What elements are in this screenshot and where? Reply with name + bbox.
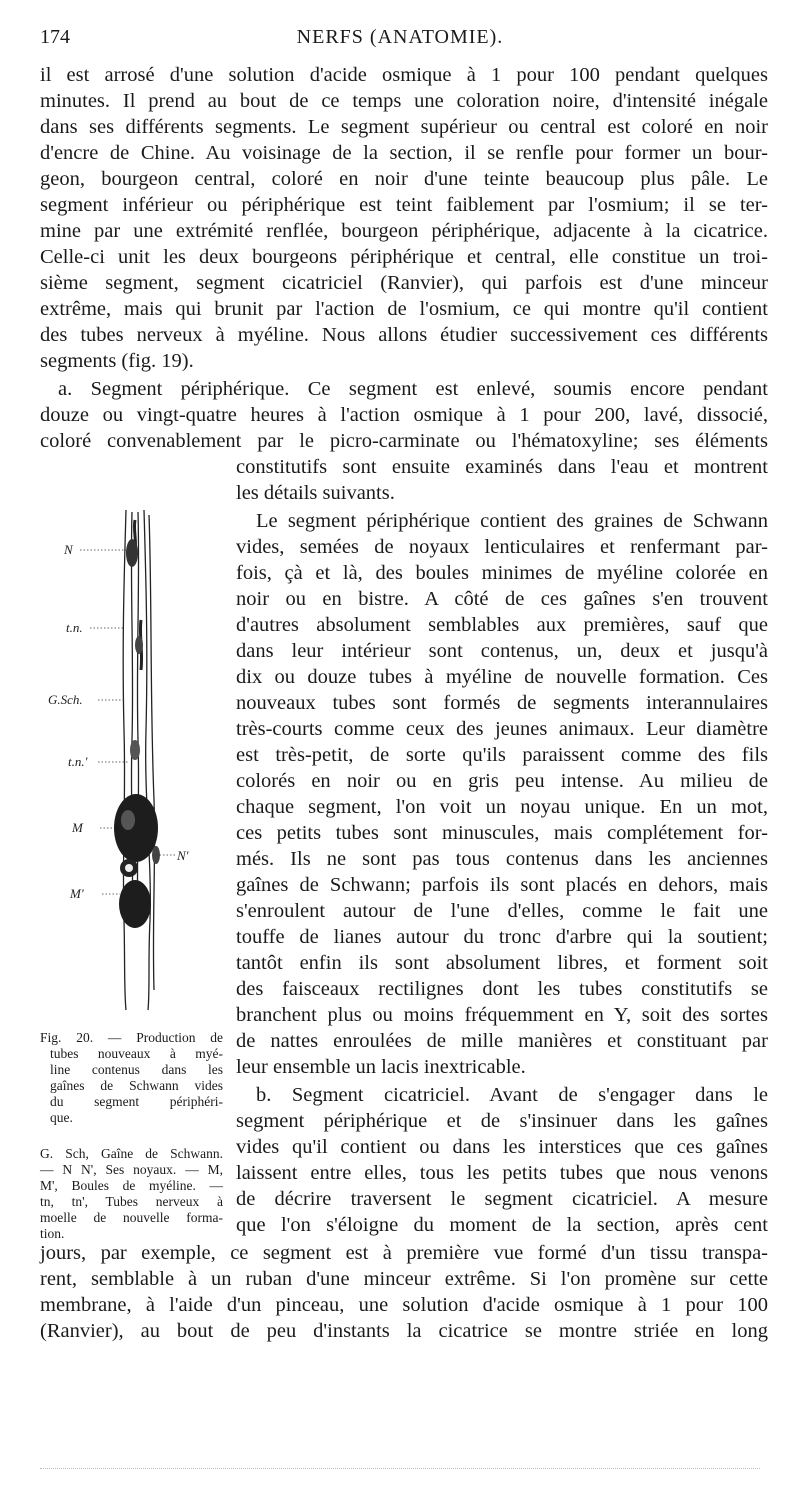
text-line: colorés en noir ou en gris peu intense. Au milieu de [236, 770, 768, 792]
figure-caption-line: gaînes de Schwann vides [50, 1078, 223, 1093]
running-title: NERFS (ANATOMIE). [296, 26, 504, 48]
text-line: douze ou vingt-quatre heures à l'action osmique à 1 pour 200, lavé, dissocié, [40, 404, 768, 426]
figure-20-illustration [40, 500, 230, 1020]
text-line: branchent plus ou moins fréquemment en Y, soit des sortes [236, 1004, 768, 1026]
figure-label-m: M [72, 820, 83, 835]
text-line: constitutifs sont ensuite examinés dans l'eau et montrent [236, 456, 768, 478]
page-number: 174 [40, 26, 70, 48]
figure-caption-line: moelle de nouvelle forma- [40, 1210, 223, 1225]
text-line: noir ou en bistre. A côté de ces gaînes s'en trouvent [236, 588, 768, 610]
text-line: très-courts comme ceux des jeunes animaux. Leur diamètre [236, 718, 768, 740]
figure-caption-line: tubes nouveaux à myé- [50, 1046, 223, 1061]
text-line: Le segment périphérique contient des graines de Schwann [256, 510, 768, 532]
figure-caption-line: Fig. 20. — Production de [40, 1030, 223, 1045]
text-line: dans ses différents segments. Le segment supérieur ou central est coloré en noir [40, 116, 768, 138]
text-line: dans leur intérieur sont contenus, un, deux et jusqu'à [236, 640, 768, 662]
text-line: d'autres absolument semblables aux premières, sauf que [236, 614, 768, 636]
text-line: més. Ils ne sont pas tous contenus dans les anciennes [236, 848, 768, 870]
figure-caption-line: G. Sch, Gaîne de Schwann. [40, 1146, 223, 1161]
text-line: tantôt enfin ils sont absolument libres, et forment soit [236, 952, 768, 974]
text-line: s'enroulent autour de l'une d'elles, comme le fait une [236, 900, 768, 922]
text-line: membrane, à l'aide d'un pinceau, une solution d'acide osmique à 1 pour 100 [40, 1294, 768, 1316]
text-line: rent, semblable à un ruban d'une minceur extrême. Si l'on promène sur cette [40, 1268, 768, 1290]
figure-label-gsch: G.Sch. [48, 692, 83, 707]
text-line: segments (fig. 19). [40, 350, 194, 372]
text-line: fois, çà et là, des boules minimes de myéline colorée en [236, 562, 768, 584]
text-line: il est arrosé d'une solution d'acide osmique à 1 pour 100 pendant quelques [40, 64, 768, 86]
text-line: de décrire traversent le segment cicatriciel. A mesure [236, 1188, 768, 1210]
text-line: d'encre de Chine. Au voisinage de la section, il se renfle pour former un bour- [40, 142, 768, 164]
text-line: chaque segment, l'on voit un noyau unique. En un mot, [236, 796, 768, 818]
figure-caption-line: — N N', Ses noyaux. — M, [40, 1162, 223, 1177]
text-line: jours, par exemple, ce segment est à première vue formé d'un tissu transpa- [40, 1242, 768, 1264]
text-line: minutes. Il prend au bout de ce temps une coloration noire, d'intensité inégale [40, 90, 768, 112]
text-line: gaînes de Schwann; parfois ils sont placés en dehors, mais [236, 874, 768, 896]
text-line: ces petits tubes sont minuscules, mais complétement for- [236, 822, 768, 844]
figure-label-tn2: t.n.' [68, 754, 88, 769]
text-line: est très-petit, de sorte qu'ils paraissent comme des fils [236, 744, 768, 766]
text-line: de nattes enroulées de mille manières et constituant par [236, 1030, 768, 1052]
text-line: a. Segment périphérique. Ce segment est enlevé, soumis encore pendant [58, 378, 768, 400]
text-line: des faisceaux rectilignes dont les tubes constitutifs se [236, 978, 768, 1000]
text-line: leur ensemble un lacis inextricable. [236, 1056, 526, 1078]
text-line: segment périphérique et de s'insinuer dans les gaînes [236, 1110, 768, 1132]
text-line: des tubes nerveux à myéline. Nous allons étudier successivement ces différents [40, 324, 768, 346]
text-line: (Ranvier), au bout de peu d'instants la cicatrice se montre striée en long [40, 1320, 768, 1342]
figure-label-n: N [64, 542, 73, 557]
text-line: vides, semées de noyaux lenticulaires et renfermant par- [236, 536, 768, 558]
text-line: nouveaux tubes sont formés de segments interannulaires [236, 692, 768, 714]
figure-caption-line: M', Boules de myéline. — [40, 1178, 223, 1193]
text-line: segment inférieur ou périphérique est teint faiblement par l'osmium; il se ter- [40, 194, 768, 216]
figure-caption-line: line contenus dans les [50, 1062, 223, 1077]
figure-caption-line: tion. [40, 1226, 65, 1241]
text-line: touffe de lianes autour du tronc d'arbre qui la soutient; [236, 926, 768, 948]
bleed-through-line [40, 1468, 760, 1469]
text-line: coloré convenablement par le picro-carminate ou l'hématoxyline; ses éléments [40, 430, 768, 452]
figure-label-m2: M' [70, 886, 84, 901]
figure-label-n2: N' [177, 848, 189, 863]
text-line: mine par une extrémité renflée, bourgeon périphérique, adjacente à la cicatrice. [40, 220, 768, 242]
page-header [40, 26, 760, 52]
text-line: sième segment, segment cicatriciel (Ranvier), qui parfois est d'une minceur [40, 272, 768, 294]
text-line: Celle-ci unit les deux bourgeons périphérique et central, elle constitue un troi- [40, 246, 768, 268]
figure-caption-line: du segment périphéri- [50, 1094, 223, 1109]
text-line: geon, bourgeon central, coloré en noir d'une teinte beaucoup plus pâle. Le [40, 168, 768, 190]
text-line: dix ou douze tubes à myéline de nouvelle formation. Ces [236, 666, 768, 688]
text-line: extrême, mais qui brunit par l'action de l'osmium, ce qui montre qu'il contient [40, 298, 768, 320]
text-line: les détails suivants. [236, 482, 395, 504]
text-line: vides qu'il contient ou dans les interstices que ces gaînes [236, 1136, 768, 1158]
text-line: b. Segment cicatriciel. Avant de s'engager dans le [256, 1084, 768, 1106]
figure-label-tn: t.n. [66, 620, 83, 635]
text-line: que l'on s'éloigne du moment de la section, après cent [236, 1214, 768, 1236]
figure-caption-line: que. [50, 1110, 73, 1125]
figure-caption-line: tn, tn', Tubes nerveux à [40, 1194, 223, 1209]
text-line: laissent entre elles, tous les petits tubes que nous venons [236, 1162, 768, 1184]
